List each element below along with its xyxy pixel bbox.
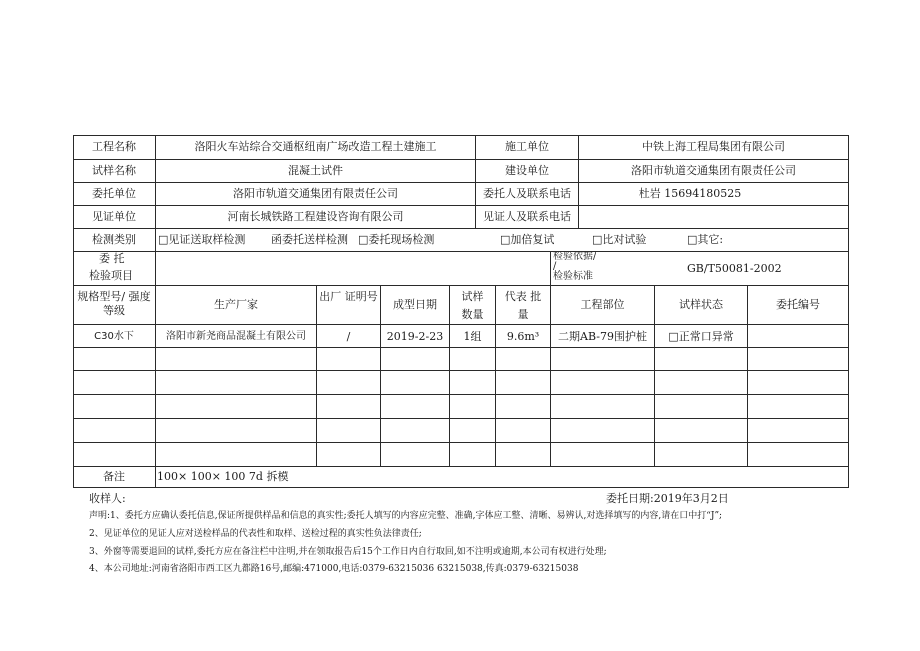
- test-type-option-onsite[interactable]: □委托现场检测: [358, 233, 435, 246]
- header-spec-line1: 规格型号/ 强度: [77, 290, 151, 303]
- header-quantity-line2: 数量: [461, 308, 484, 321]
- basis-label-line3: 检验标准: [553, 271, 593, 282]
- client-contact-label: 委托人及联系电话: [483, 187, 571, 200]
- test-type-option-other[interactable]: □其它:: [687, 233, 724, 246]
- sample-name-label: 试样名称: [92, 164, 136, 177]
- remark-value: 100× 100× 100 7d 拆模: [157, 470, 289, 483]
- row1-date: 2019-2-23: [386, 330, 444, 343]
- client-unit-label: 委托单位: [92, 187, 136, 200]
- header-manufacturer: 生产厂家: [214, 298, 258, 311]
- test-type-option-retest[interactable]: □加倍复试: [500, 233, 555, 246]
- remark-label: 备注: [103, 470, 125, 483]
- commission-date: 委托日期:2019年3月2日: [606, 492, 729, 505]
- project-name-label: 工程名称: [92, 140, 136, 153]
- construction-unit-label: 施工单位: [505, 140, 549, 153]
- construction-unit: 中铁上海工程局集团有限公司: [642, 140, 785, 153]
- build-unit: 洛阳市轨道交通集团有限责任公司: [631, 164, 796, 177]
- test-type-label: 检测类别: [92, 233, 136, 246]
- row1-location: 二期AB-79围护桩: [558, 330, 647, 343]
- project-name: 洛阳火车站综合交通枢纽南广场改造工程土建施工: [194, 140, 437, 153]
- header-certificate: 出厂 证明号: [319, 290, 378, 303]
- header-state: 试样状态: [679, 298, 723, 311]
- header-batch-line1: 代表 批: [504, 290, 542, 303]
- row1-manufacturer: 洛阳市新尧商品混凝土有限公司: [166, 331, 306, 342]
- header-batch-line2: 量: [517, 308, 529, 321]
- commission-form: [73, 135, 849, 488]
- test-item-label: [73, 252, 155, 283]
- basis-label: [553, 252, 596, 285]
- header-location: 工程部位: [580, 298, 625, 311]
- row1-state[interactable]: □正常口异常: [668, 330, 734, 343]
- witness-unit-label: 见证单位: [92, 210, 136, 223]
- header-number: 委托编号: [776, 298, 820, 311]
- test-item-label-line2: 检验项目: [89, 269, 133, 282]
- row1-batch: 9.6m³: [506, 330, 540, 343]
- row1-quantity: 1组: [463, 330, 482, 343]
- note-witness: 2、见证单位的见证人应对送检样品的代表性和取样、送检过程的真实性负法律责任;: [89, 529, 422, 539]
- basis-value: GB/T50081-2002: [687, 262, 782, 275]
- header-quantity: [450, 290, 495, 322]
- basis-label-line2: /: [553, 261, 557, 272]
- test-item-label-line1: 委 托: [99, 252, 125, 265]
- client-unit: 洛阳市轨道交通集团有限责任公司: [233, 187, 398, 200]
- test-type-option-comparison[interactable]: □比对试验: [592, 233, 647, 246]
- header-date: 成型日期: [393, 298, 437, 311]
- witness-contact-label: 见证人及联系电话: [483, 210, 571, 223]
- client-contact: 杜岩 15694180525: [638, 187, 742, 200]
- row1-spec: C30水下: [94, 331, 134, 342]
- recipient-label: 收样人:: [89, 492, 126, 505]
- sample-name: 混凝土试件: [288, 164, 343, 177]
- note-return: 3、外窗等需要退回的试样,委托方应在备注栏中注明,并在领取报告后15个工作日内自行取回,如不注明或逾期,本公司有权进行处理;: [89, 547, 607, 557]
- header-spec: [73, 290, 155, 318]
- header-quantity-line1: 试样: [461, 290, 484, 303]
- header-spec-line2: 等级: [103, 304, 125, 317]
- basis-label-line1: 检验依据/: [553, 252, 597, 262]
- note-declaration: 声明:1、委托方应确认委托信息,保证所提供样品和信息的真实性;委托人填写的内容应完整、准确,字体应工整、清晰、易辨认,对选择填写的内容,请在口中打“J”;: [89, 511, 723, 521]
- build-unit-label: 建设单位: [505, 164, 549, 177]
- header-batch: [496, 290, 550, 322]
- test-type-option-witness[interactable]: □见证送取样检测: [158, 233, 246, 246]
- note-address: 4、本公司地址:河南省洛阳市西工区九都路16号,邮编:471000,电话:0379-63215036 63215038,传真:0379-63215038: [89, 564, 579, 574]
- row1-certificate: /: [346, 330, 351, 343]
- test-type-option-commission-sample[interactable]: 函委托送样检测: [271, 233, 348, 246]
- witness-unit: 河南长城铁路工程建设咨询有限公司: [227, 210, 404, 223]
